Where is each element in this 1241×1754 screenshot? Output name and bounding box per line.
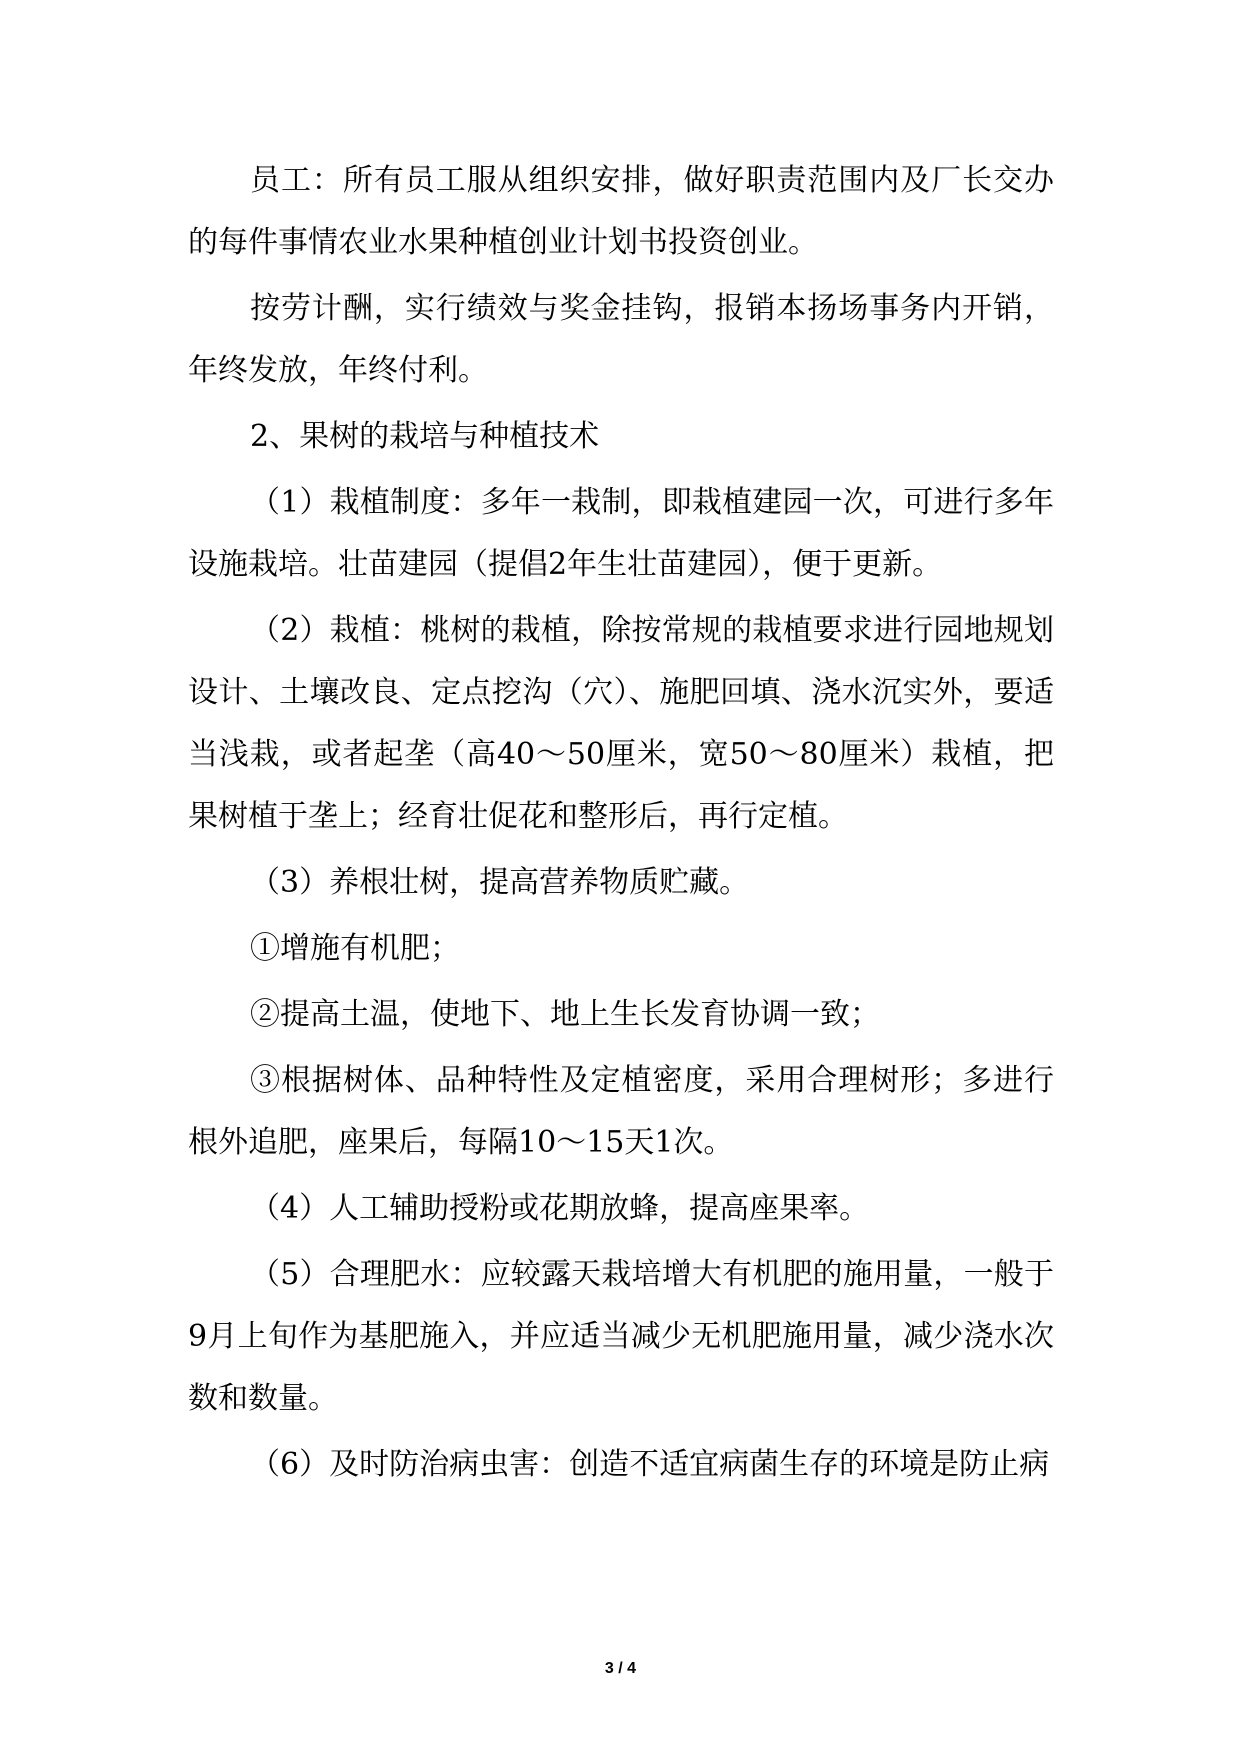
paragraph-fertilizer-water: （5）合理肥水：应较露天栽培增大有机肥的施用量，一般于9月上旬作为基肥施入，并应适当减少无机肥施用量，减少浇水次数和数量。 xyxy=(188,1257,1054,1416)
paragraph-pollination: （4）人工辅助授粉或花期放蜂，提高座果率。 xyxy=(250,1191,870,1226)
list-item-tree-shape: ③根据树体、品种特性及定植密度，采用合理树形；多进行根外追肥，座果后，每隔10～15天1次。 xyxy=(188,1063,1054,1160)
paragraph-planting-system: （1）栽植制度：多年一栽制，即栽植建园一次，可进行多年设施栽培。壮苗建园（提倡2年生壮苗建园），便于更新。 xyxy=(188,485,1054,582)
paragraph-planting: （2）栽植：桃树的栽植，除按常规的栽植要求进行园地规划设计、土壤改良、定点挖沟（穴）、施肥回填、浇水沉实外，要适当浅栽，或者起垄（高40～50厘米，宽50～80厘米）栽植，把果树植于垄上；经育壮促花和整形后，再行定植。 xyxy=(188,613,1054,834)
list-item-soil-temperature: ②提高土温，使地下、地上生长发育协调一致； xyxy=(250,997,880,1032)
document-body xyxy=(188,150,1054,1500)
section-heading-cultivation: 2、果树的栽培与种植技术 xyxy=(250,419,600,454)
paragraph-pest-control: （6）及时防治病虫害：创造不适宜病菌生存的环境是防止病 xyxy=(250,1447,1050,1482)
list-item-organic-fertilizer: ①增施有机肥； xyxy=(250,931,460,966)
paragraph-root-nourishment: （3）养根壮树，提高营养物质贮藏。 xyxy=(250,865,750,900)
paragraph-compensation: 按劳计酬，实行绩效与奖金挂钩，报销本扬场事务内开销，年终发放，年终付利。 xyxy=(188,291,1054,388)
paragraph-staff-duties: 员工：所有员工服从组织安排，做好职责范围内及厂长交办的每件事情农业水果种植创业计划书投资创业。 xyxy=(188,163,1054,260)
page-number: 3 / 4 xyxy=(604,1660,637,1677)
